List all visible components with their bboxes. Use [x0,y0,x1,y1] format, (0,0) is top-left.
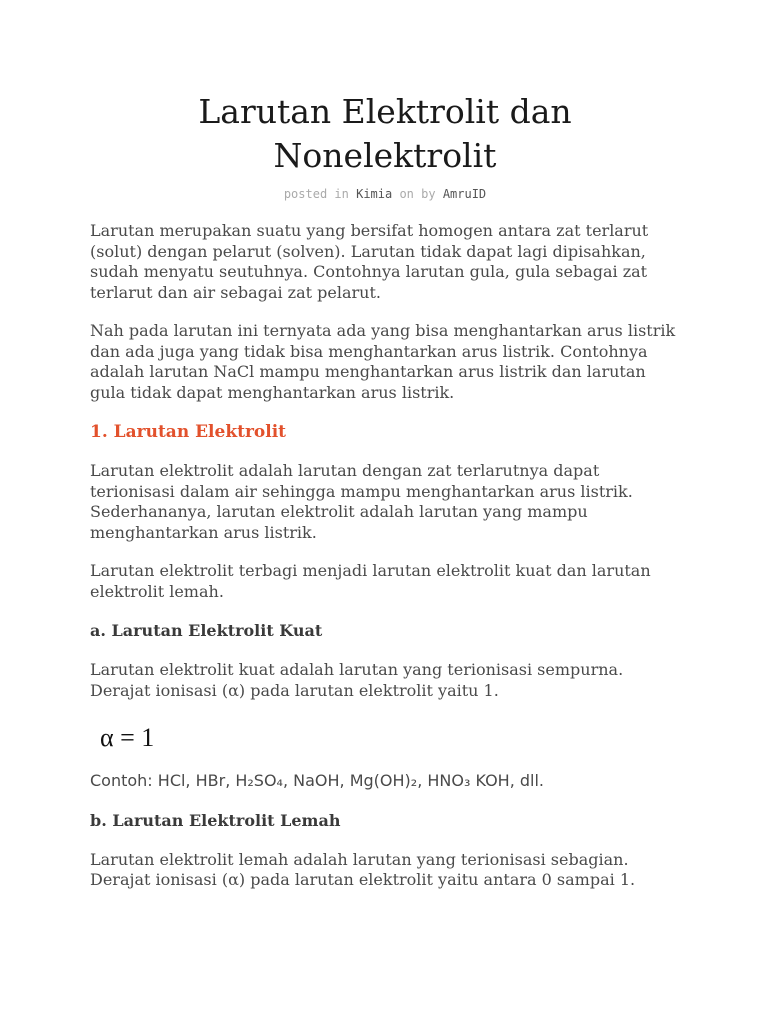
alpha-formula: α = 1 [100,723,155,752]
on-by-label: on by [399,187,436,201]
article [90,0,680,891]
intro-paragraph-1: Larutan merupakan suatu yang bersifat homogen antara zat terlarut (solut) dengan pelarut (solven). Larutan tidak dapat lagi dipisahkan, sudah menyatu seutuhnya. Contohnya larutan gula, gula sebagai zat terlarut dan air sebagai zat pelarut. [90,221,649,302]
intro-paragraph-2: Nah pada larutan ini ternyata ada yang bisa menghantarkan arus listrik dan ada juga yang tidak bisa menghantarkan arus listrik. Contohnya adalah larutan NaCl mampu menghantarkan arus listrik dan larutan gula tidak dapat menghantarkan arus listrik. [90,321,676,402]
section-1-paragraph-1: Larutan elektrolit adalah larutan dengan zat terlarutnya dapat terionisasi dalam air sehingga mampu menghantarkan arus listrik. Sederhananya, larutan elektrolit adalah larutan yang mampu menghantarkan arus listrik. [90,461,633,542]
category-link[interactable]: Kimia [356,187,393,201]
section-1-paragraph-2: Larutan elektrolit terbagi menjadi larutan elektrolit kuat dan larutan elektrolit lemah. [90,561,651,601]
kuat-paragraph: Larutan elektrolit kuat adalah larutan yang terionisasi sempurna. Derajat ionisasi (α) pada larutan elektrolit yaitu 1. [90,660,624,700]
posted-in-label: posted in [283,187,349,201]
subheading-elektrolit-kuat: a. Larutan Elektrolit Kuat [90,621,323,640]
lemah-paragraph: Larutan elektrolit lemah adalah larutan yang terionisasi sebagian. Derajat ionisasi (α) pada larutan elektrolit yaitu antara 0 sampai 1. [90,849,636,889]
author-link[interactable]: AmruID [442,187,487,201]
post-meta [90,186,680,202]
page-title: Larutan Elektrolit dan Nonelektrolit [198,92,572,175]
kuat-examples: Contoh: HCl, HBr, H₂SO₄, NaOH, Mg(OH)₂, HNO₃ KOH, dll. [90,771,545,790]
subheading-elektrolit-lemah: b. Larutan Elektrolit Lemah [90,810,341,830]
section-heading-elektrolit: 1. Larutan Elektrolit [90,422,287,442]
